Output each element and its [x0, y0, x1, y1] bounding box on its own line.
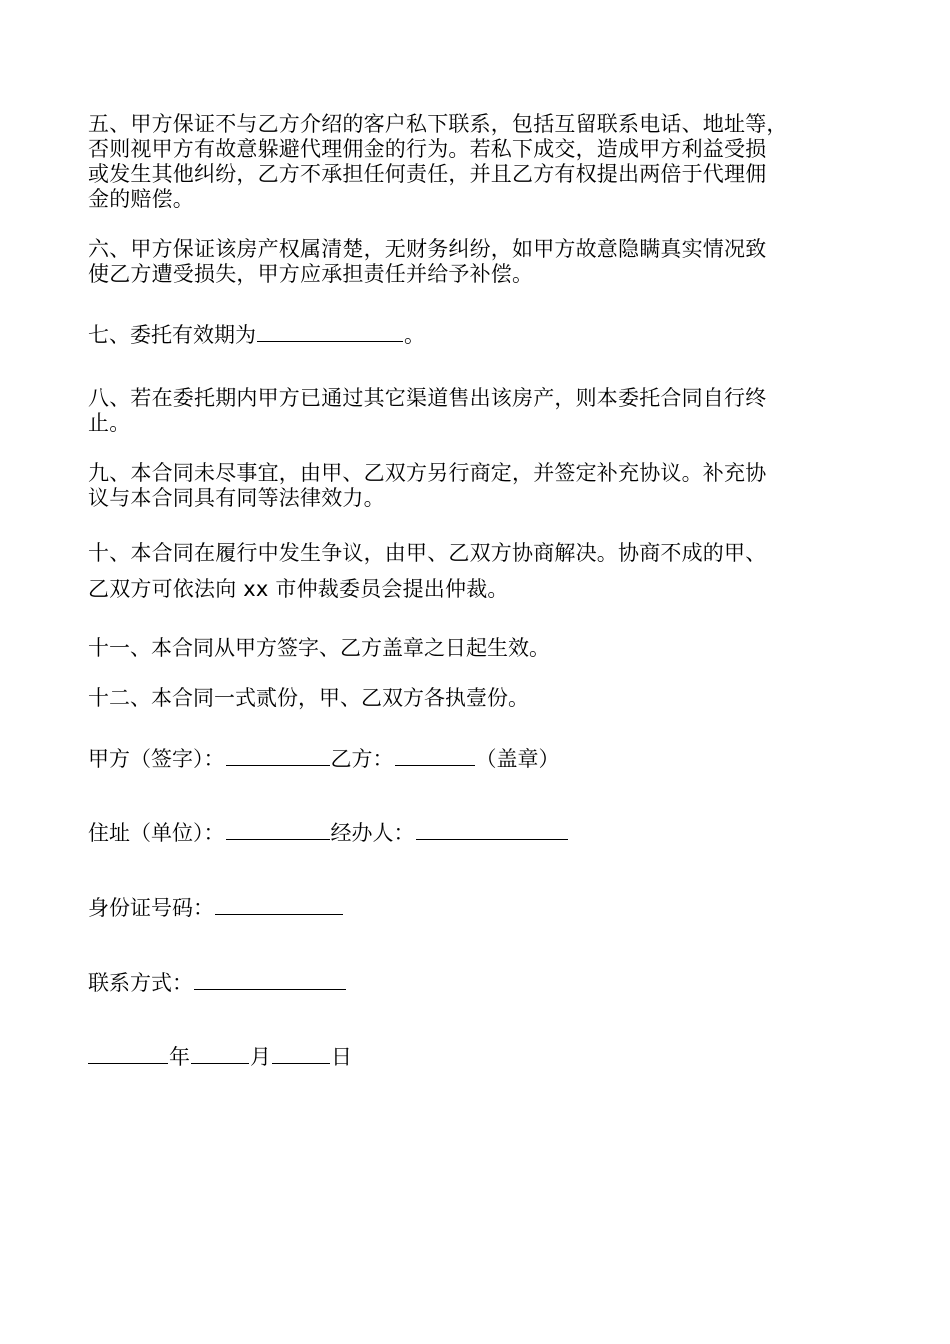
- id-number-field[interactable]: [215, 896, 343, 915]
- clause-5-line: 否则视甲方有故意躲避代理佣金的行为。若私下成交，造成甲方利益受损: [88, 137, 767, 161]
- address-label: 住址（单位）：: [88, 821, 225, 845]
- clause-12: 十二、本合同一式贰份，甲、乙双方各执壹份。: [88, 686, 529, 710]
- handler-label: 经办人：: [330, 821, 415, 845]
- party-b-label: 乙方：: [330, 747, 394, 771]
- party-a-label: 甲方（签字）：: [88, 747, 225, 771]
- date-row: [88, 1043, 352, 1071]
- party-b-field[interactable]: [395, 747, 475, 766]
- clause-7-suffix: 。: [404, 323, 425, 347]
- contact-row: [88, 969, 347, 997]
- clause-10-line: 乙双方可依法向 xx 市仲裁委员会提出仲裁。: [88, 577, 509, 601]
- clause-8-line: 八、若在委托期内甲方已通过其它渠道售出该房产，则本委托合同自行终: [88, 386, 767, 410]
- clause-11: 十一、本合同从甲方签字、乙方盖章之日起生效。: [88, 636, 550, 660]
- month-label: 月: [250, 1045, 271, 1069]
- clause-6-line: 六、甲方保证该房产权属清楚，无财务纠纷，如甲方故意隐瞒真实情况致: [88, 237, 767, 261]
- clause-9: [88, 461, 878, 511]
- validity-period-blank[interactable]: [257, 323, 403, 342]
- address-field[interactable]: [226, 821, 330, 840]
- clause-7: [88, 321, 425, 349]
- month-field[interactable]: [191, 1045, 249, 1064]
- clause-6: [88, 237, 878, 287]
- clause-5: [88, 112, 878, 212]
- party-signature-row: [88, 745, 560, 773]
- seal-label: （盖章）: [475, 747, 560, 771]
- year-label: 年: [169, 1045, 190, 1069]
- clause-8-line: 止。: [88, 411, 131, 435]
- handler-field[interactable]: [416, 821, 568, 840]
- clause-5-line: 金的赔偿。: [88, 187, 194, 211]
- clause-9-line: 议与本合同具有同等法律效力。: [88, 486, 385, 510]
- year-field[interactable]: [88, 1045, 168, 1064]
- clause-10: [88, 535, 878, 607]
- id-number-row: [88, 894, 344, 922]
- clause-7-prefix: 七、委托有效期为: [88, 323, 256, 347]
- day-field[interactable]: [272, 1045, 330, 1064]
- contact-field[interactable]: [194, 971, 346, 990]
- party-a-signature-field[interactable]: [226, 747, 330, 766]
- clause-5-line: 或发生其他纠纷，乙方不承担任何责任，并且乙方有权提出两倍于代理佣: [88, 162, 767, 186]
- clause-9-line: 九、本合同未尽事宜，由甲、乙双方另行商定，并签定补充协议。补充协: [88, 461, 767, 485]
- clause-6-line: 使乙方遭受损失，甲方应承担责任并给予补偿。: [88, 262, 534, 286]
- contact-label: 联系方式：: [88, 971, 193, 995]
- address-row: [88, 819, 569, 847]
- clause-10-line: 十、本合同在履行中发生争议，由甲、乙双方协商解决。协商不成的甲、: [88, 541, 767, 565]
- day-label: 日: [331, 1045, 352, 1069]
- clause-5-line: 五、甲方保证不与乙方介绍的客户私下联系，包括互留联系电话、地址等，: [88, 112, 788, 136]
- id-number-label: 身份证号码：: [88, 896, 214, 920]
- clause-8: [88, 386, 878, 436]
